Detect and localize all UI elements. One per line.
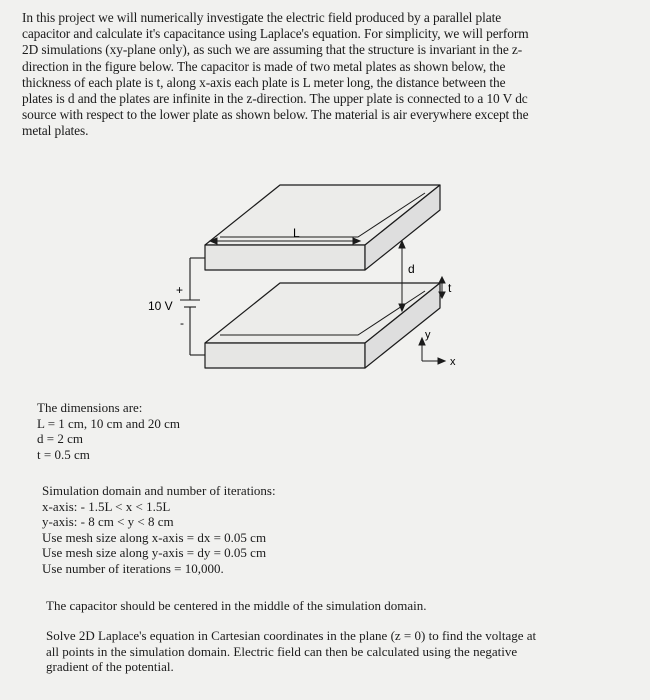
centered-note (46, 598, 606, 614)
simulation-block (42, 483, 276, 576)
lower-plate (205, 283, 440, 368)
intro-line: thickness of each plate is t, along x-axis each plate is L meter long, the distance between the (22, 74, 506, 90)
battery-plus: + (176, 283, 184, 297)
solve-line: all points in the simulation domain. Electric field can then be calculated using the negative (46, 643, 518, 659)
simulation-y-axis: y-axis: - 8 cm < y < 8 cm (42, 514, 174, 529)
simulation-heading: Simulation domain and number of iterations: (42, 483, 276, 498)
solve-line: gradient of the potential. (46, 659, 174, 674)
battery-voltage: 10 V (148, 299, 173, 313)
label-t: t (448, 281, 452, 295)
label-L: L (293, 226, 300, 240)
simulation-iterations: Use number of iterations = 10,000. (42, 560, 224, 576)
simulation-mesh-y: Use mesh size along y-axis = dy = 0.05 cm (42, 545, 267, 560)
solve-paragraph (46, 628, 606, 675)
intro-line: source with respect to the lower plate as shown below. The material is air everywhere except the (22, 107, 529, 123)
battery-symbol (180, 258, 205, 355)
intro-line: 2D simulations (xy-plane only), as such we are assuming that the structure is invariant in the z- (22, 42, 523, 58)
upper-plate (205, 185, 440, 270)
capacitor-figure (130, 175, 470, 390)
centered-note-text: The capacitor should be centered in the middle of the simulation domain. (46, 598, 427, 613)
intro-line: metal plates. (22, 123, 89, 139)
axes-icon (419, 338, 445, 364)
battery-minus: - (180, 316, 184, 330)
solve-line: Solve 2D Laplace's equation in Cartesian coordinates in the plane (z = 0) to find the voltage at (46, 628, 537, 643)
intro-line: In this project we will numerically investigate the electric field produced by a parallel plate (22, 10, 502, 25)
simulation-mesh-x: Use mesh size along x-axis = dx = 0.05 cm (42, 529, 267, 545)
intro-line: direction in the figure below. The capacitor is made of two metal plates as shown below, the (22, 58, 506, 74)
dimensions-heading: The dimensions are: (37, 400, 143, 415)
dimension-t: t = 0.5 cm (37, 446, 90, 462)
simulation-x-axis: x-axis: - 1.5L < x < 1.5L (42, 498, 171, 514)
intro-line: plates is d and the plates are infinite in the z-direction. The upper plate is connected to a 10 V dc (22, 91, 528, 107)
dimension-d: d = 2 cm (37, 431, 83, 446)
label-d: d (408, 262, 415, 276)
label-x: x (450, 356, 456, 368)
label-y: y (425, 329, 431, 341)
dimensions-block (37, 400, 180, 462)
dimension-L: L = 1 cm, 10 cm and 20 cm (37, 415, 180, 431)
intro-line: capacitor and calculate it's capacitance using Laplace's equation. For simplicity, we will perform (22, 26, 529, 42)
intro-paragraph (22, 10, 622, 140)
